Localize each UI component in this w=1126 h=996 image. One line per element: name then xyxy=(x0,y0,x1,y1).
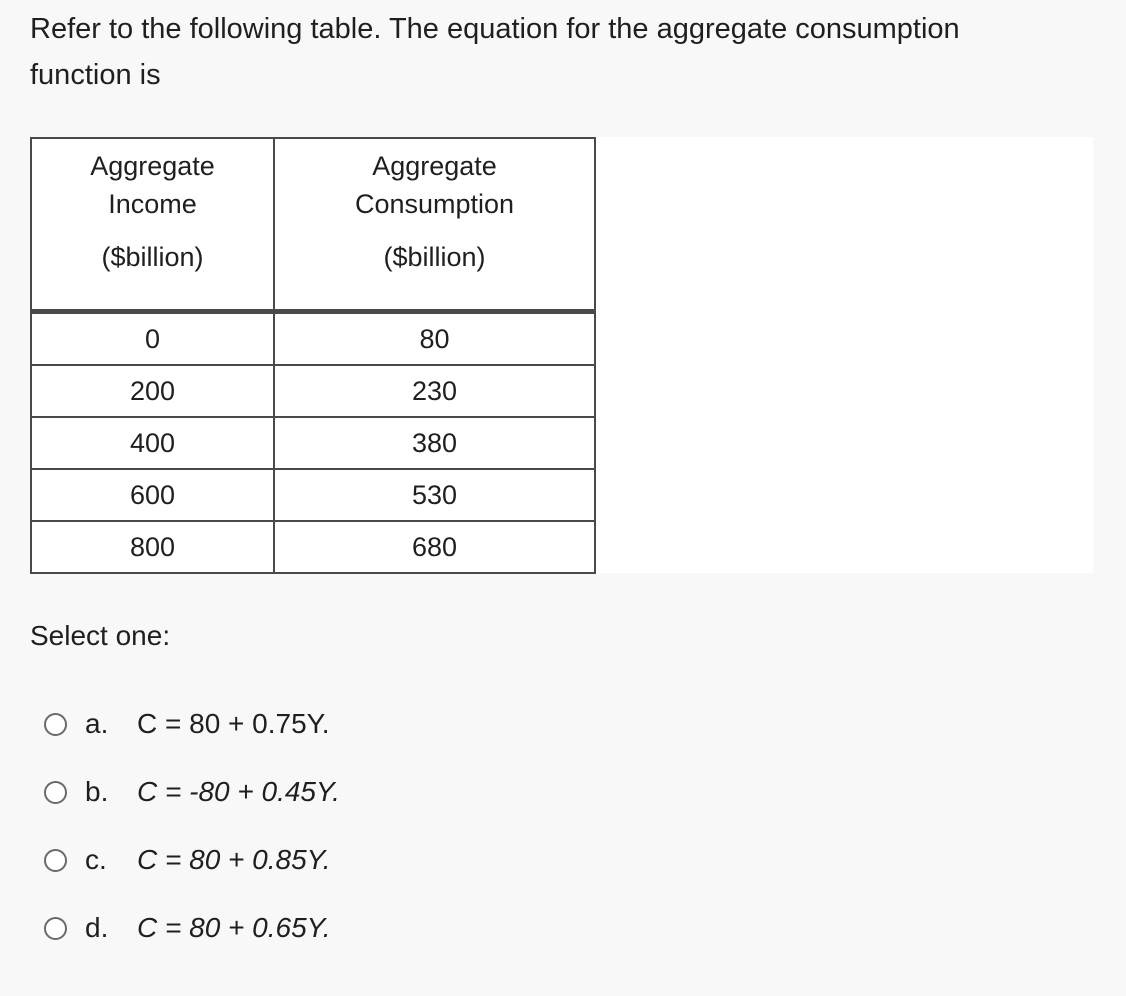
table-row xyxy=(31,469,595,521)
consumption-cell: 80 xyxy=(274,312,595,366)
table-header-row xyxy=(31,138,595,312)
table-panel xyxy=(30,137,1093,573)
income-cell: 600 xyxy=(31,469,274,521)
income-cell: 0 xyxy=(31,312,274,366)
option-a[interactable] xyxy=(44,690,340,758)
radio-button-a[interactable] xyxy=(44,713,67,736)
option-c[interactable] xyxy=(44,826,340,894)
option-letter: d. xyxy=(85,912,109,943)
answer-options xyxy=(44,690,340,962)
data-table xyxy=(30,137,596,574)
question-text: Refer to the following table. The equation for the aggregate consumption function is xyxy=(30,13,960,91)
consumption-cell: 380 xyxy=(274,417,595,469)
option-text: C = 80 + 0.75Y. xyxy=(137,708,330,739)
table-row xyxy=(31,312,595,366)
income-cell: 200 xyxy=(31,365,274,417)
option-text: C = 80 + 0.65Y. xyxy=(137,912,331,943)
table-row xyxy=(31,521,595,573)
consumption-header: Aggregate Consumption ($billion) xyxy=(274,138,595,312)
income-cell: 800 xyxy=(31,521,274,573)
option-d[interactable] xyxy=(44,894,340,962)
radio-button-b[interactable] xyxy=(44,781,67,804)
consumption-cell: 230 xyxy=(274,365,595,417)
option-letter: b. xyxy=(85,776,109,807)
table-row xyxy=(31,365,595,417)
option-text: C = 80 + 0.85Y. xyxy=(137,844,331,875)
income-cell: 400 xyxy=(31,417,274,469)
consumption-cell: 680 xyxy=(274,521,595,573)
option-b[interactable] xyxy=(44,758,340,826)
radio-button-c[interactable] xyxy=(44,849,67,872)
radio-button-d[interactable] xyxy=(44,917,67,940)
consumption-cell: 530 xyxy=(274,469,595,521)
income-header: Aggregate Income ($billion) xyxy=(31,138,274,312)
select-one-label: Select one: xyxy=(30,620,171,651)
table-row xyxy=(31,417,595,469)
option-letter: c. xyxy=(85,844,107,875)
option-letter: a. xyxy=(85,708,109,739)
option-text: C = -80 + 0.45Y. xyxy=(137,776,340,807)
